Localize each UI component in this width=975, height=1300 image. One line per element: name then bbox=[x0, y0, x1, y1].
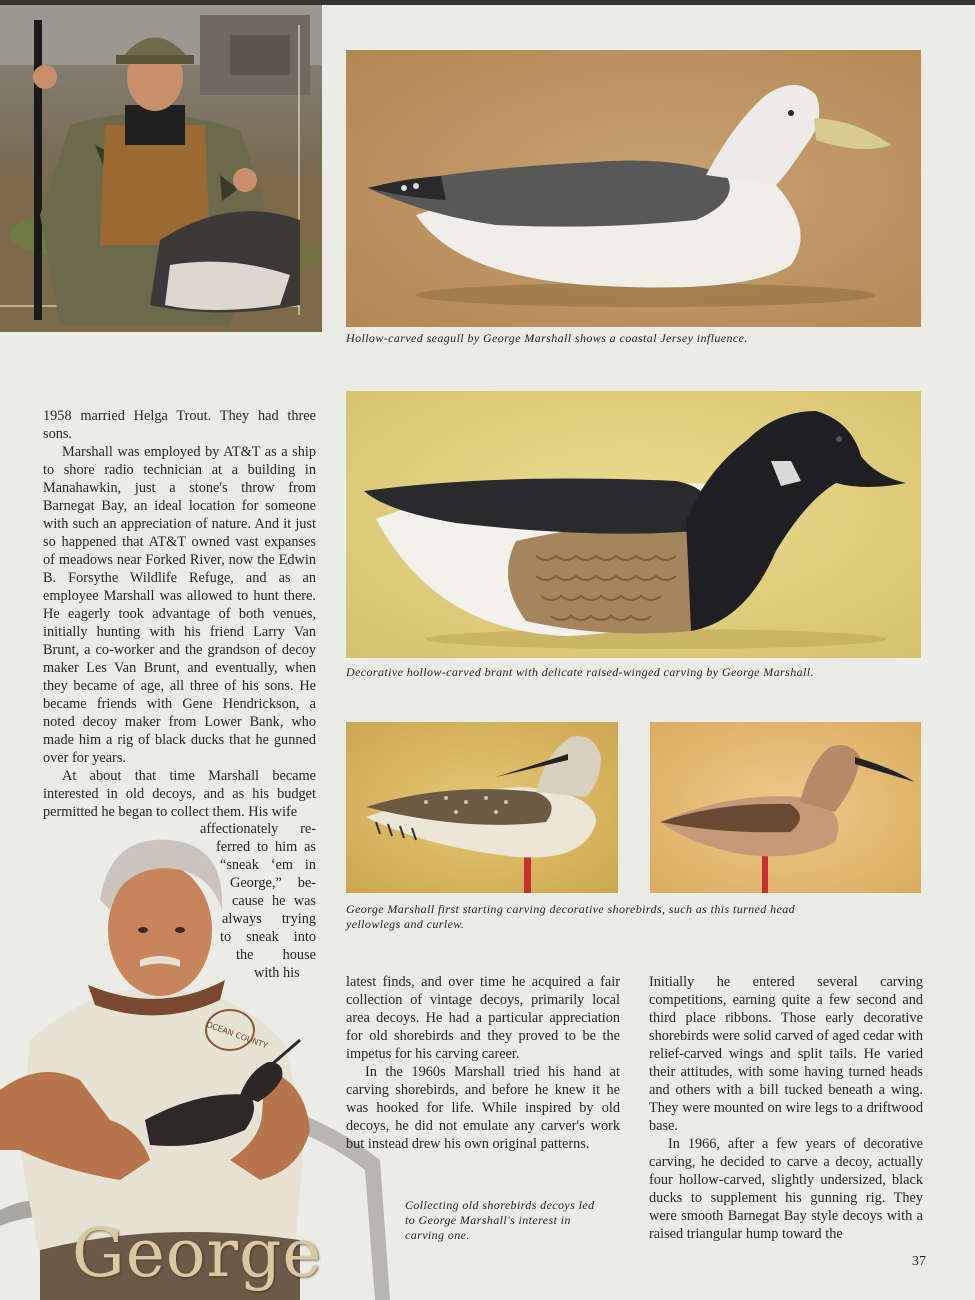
column-3-paragraph-2: In 1966, after a few years of decorative carving, he decided to carve a decoy, actually four hollow-carved, slightly undersized, black ducks to supplement his gunning rig. They were smooth Barnegat Bay style decoys with a raised triangular hump toward the bbox=[649, 1136, 923, 1242]
page-number: 37 bbox=[912, 1254, 926, 1269]
hunter-photo bbox=[0, 5, 322, 332]
curlew-decoy-photo bbox=[650, 722, 921, 893]
seagull-decoy-photo bbox=[346, 50, 921, 327]
wrap-line-8: the house bbox=[236, 947, 316, 963]
shorebirds-caption-line-2: yellowlegs and curlew. bbox=[346, 917, 465, 931]
wrap-line-7: to sneak into bbox=[220, 929, 316, 945]
column-1 bbox=[43, 407, 316, 821]
wrap-line-9: with his bbox=[254, 965, 300, 981]
column-3-paragraph-1: Initially he entered several carving competitions, earning quite a few second and third place ribbons. Those early decorative shorebirds were solid carved of aged cedar with relief-carved wings and split tails. He varied their attitudes, with some having turned heads and others with a bill tucked beneath a wing. They were mounted on wire legs to a driftwood base. bbox=[649, 974, 923, 1134]
column-1-paragraph-1: 1958 married Helga Trout. They had three sons. bbox=[43, 408, 316, 442]
wrap-line-6: always trying bbox=[222, 911, 316, 927]
seagull-caption: Hollow-carved seagull by George Marshall shows a coastal Jersey influence. bbox=[346, 331, 748, 345]
wrap-line-4: George,” be- bbox=[230, 875, 316, 891]
wrap-line-1: affectionately re- bbox=[200, 821, 316, 837]
column-3 bbox=[649, 973, 923, 1243]
portrait-caption-line-1: Collecting old shorebirds decoys led bbox=[405, 1198, 595, 1212]
column-1-paragraph-3: At about that time Marshall became interested in old decoys, and as his budget permitted he began to collect them. His wife bbox=[43, 768, 316, 820]
column-2-paragraph-1: latest finds, and over time he acquired a fair collection of vintage decoys, primarily local area decoys. He had a particular appreciation for old shorebirds and they proved to be the impetus for his carving career. bbox=[346, 974, 620, 1062]
wrap-line-2: ferred to him as bbox=[216, 839, 316, 855]
brant-caption: Decorative hollow-carved brant with delicate raised-winged carving by George Marshall. bbox=[346, 665, 814, 679]
brant-decoy-photo bbox=[346, 391, 921, 658]
portrait-caption-line-3: carving one. bbox=[405, 1228, 470, 1242]
column-2-paragraph-2: In the 1960s Marshall tried his hand at carving shorebirds, and before he knew it he was hooked for life. While inspired by old decoys, he did not emulate any carver's work but instead drew his own original patterns. bbox=[346, 1064, 620, 1152]
column-2 bbox=[346, 973, 620, 1153]
wrap-line-5: cause he was bbox=[232, 893, 316, 909]
headline-fragment: George bbox=[72, 1215, 323, 1292]
shorebirds-caption-line-1: George Marshall first starting carving decorative shorebirds, such as this turned head bbox=[346, 902, 796, 916]
column-1-paragraph-2: Marshall was employed by AT&T as a ship to shore radio technician at a building in Manahawkin, just a stone's throw from Barnegat Bay, an ideal location for someone with such an appreciation of nature. And it just so happened that AT&T owned vast expanses of meadows near Forked River, now the Edwin B. Forsythe Wildlife Refuge, and as an employee Marshall was allowed to hunt there. He eagerly took advantage of both venues, initially hunting with his friend Larry Van Brunt, a co-worker and the grandson of decoy maker Les Van Brunt, and eventually, when they became of age, all three of his sons. He became friends with Gene Hendrickson, a noted decoy maker from Lower Bank, who made him a rig of black ducks that he gunned over for years. bbox=[43, 444, 316, 766]
shirt-logo-text: OCEAN COUNTY bbox=[205, 1019, 269, 1051]
wrap-line-3: “sneak ‘em in bbox=[220, 857, 316, 873]
portrait-caption-line-2: to George Marshall's interest in bbox=[405, 1213, 571, 1227]
